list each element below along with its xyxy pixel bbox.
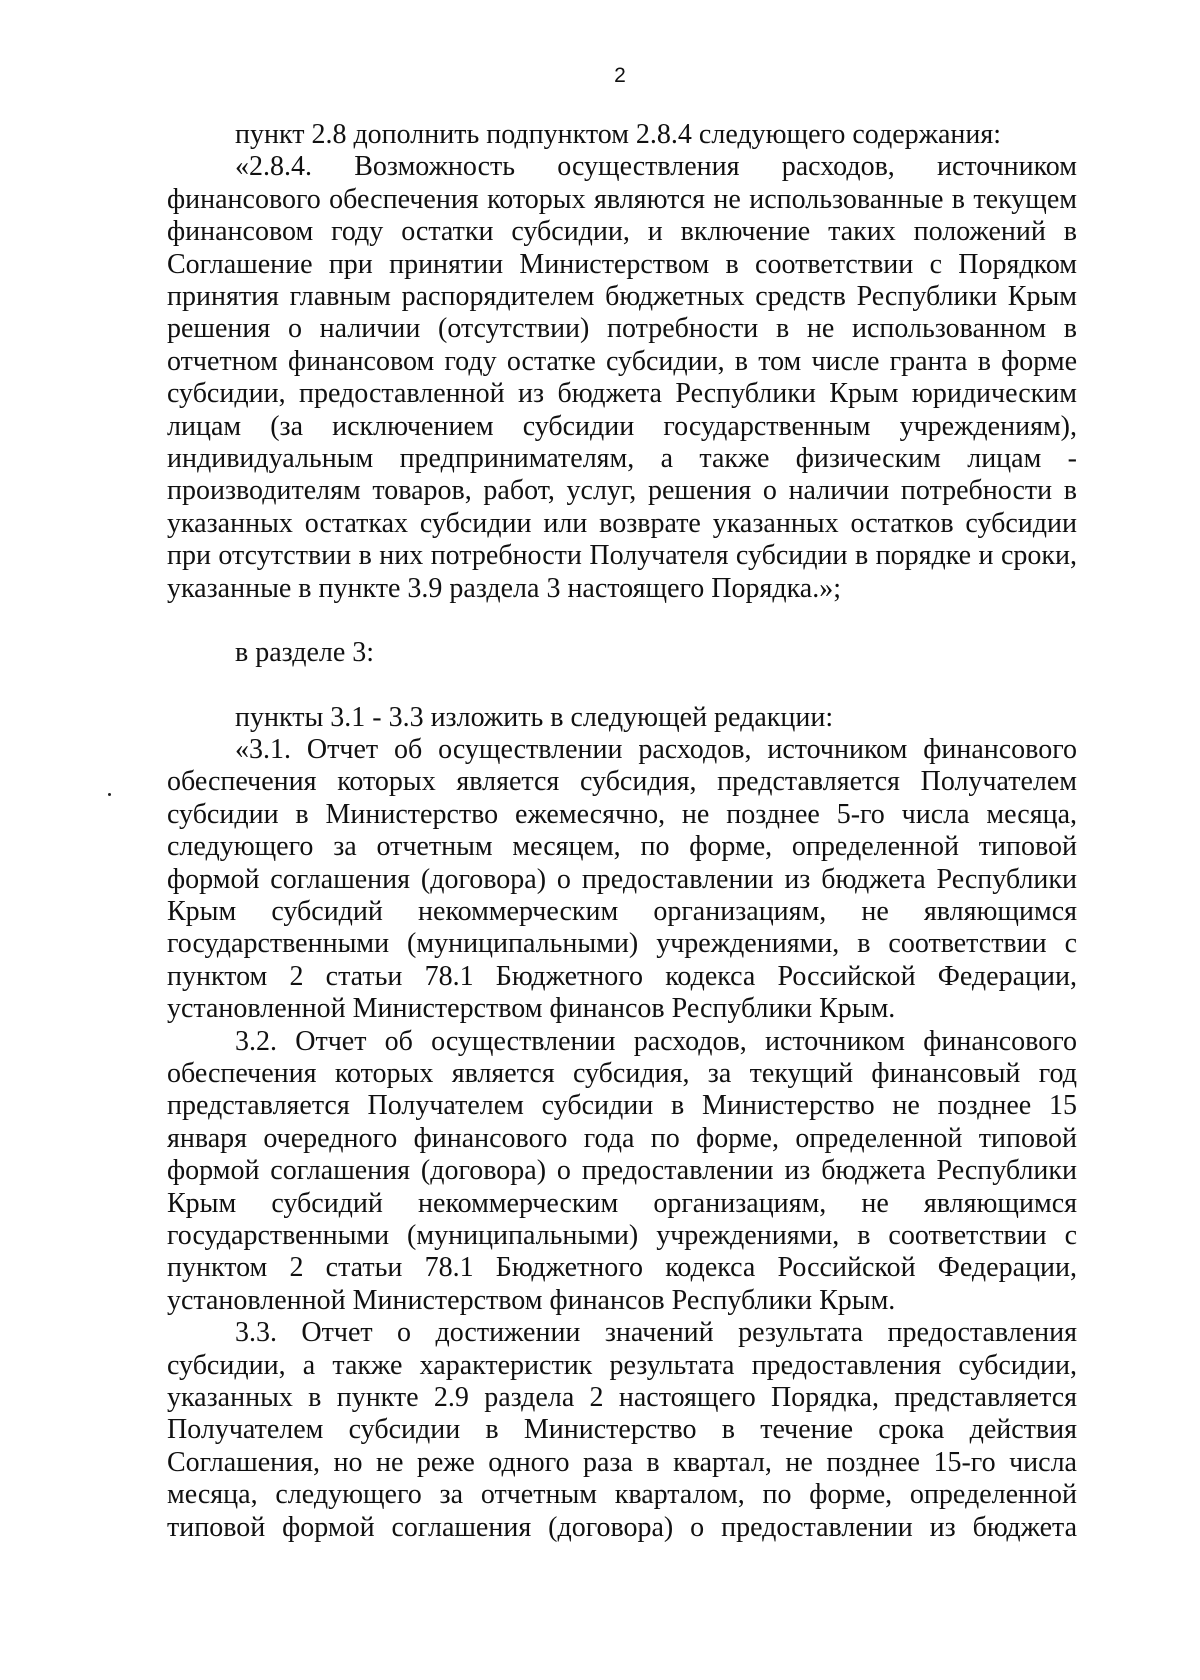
paragraph-3-2: 3.2. Отчет об осуществлении расходов, источником финансового обеспечения которых является субсидия, за текущий финансовый год представляется Получателем субсидии в Министерство не позднее 15 января очередного финансового года по форме, определенной типовой формой соглашения (договора) о предоставлении из бюджета Республики Крым субсидий некоммерческим организациям, не являющимся государственными (муниципальными) учреждениями, в соответствии с пунктом 2 статьи 78.1 Бюджетного кодекса Российской Федерации, установленной Министерством финансов Республики Крым.: [167, 1025, 1077, 1316]
paragraph-3-1: «3.1. Отчет об осуществлении расходов, источником финансового обеспечения которых является субсидия, представляется Получателем субсидии в Министерство ежемесячно, не позднее 5-го числа месяца, следующего за отчетным месяцем, по форме, определенной типовой формой соглашения (договора) о предоставлении из бюджета Республики Крым субсидий некоммерческим организациям, не являющимся государственными (муниципальными) учреждениями, в соответствии с пунктом 2 статьи 78.1 Бюджетного кодекса Российской Федерации, установленной Министерством финансов Республики Крым.: [167, 733, 1077, 1025]
paragraph-amend-2-8: пункт 2.8 дополнить подпунктом 2.8.4 следующего содержания:: [235, 119, 1002, 150]
paragraph-3-3: 3.3. Отчет о достижении значений результата предоставления субсидии, а также характеристик результата предоставления субсидии, указанных в пункте 2.9 раздела 2 настоящего Порядка, представляется Получателем субсидии в Министерство в течение срока действия Соглашения, но не реже одного раза в квартал, не позднее 15-го числа месяца, следующего за отчетным кварталом, по форме, определенной типовой формой соглашения (договора) о предоставлении из бюджета: [167, 1317, 1077, 1543]
paragraph-section-3-heading: в разделе 3:: [235, 637, 375, 669]
scan-speck: [108, 793, 111, 796]
document-body: [167, 119, 1077, 1544]
paragraph-amend-3-1-3-3: пункты 3.1 - 3.3 изложить в следующей редакции:: [235, 701, 834, 733]
page-number: 2: [614, 64, 626, 87]
paragraph-2-8-4: «2.8.4. Возможность осуществления расходов, источником финансового обеспечения которых являются не использованные в текущем финансовом году остатки субсидии, и включение таких положений в Соглашение при принятии Министерством в соответствии с Порядком принятия главным распорядителем бюджетных средств Республики Крым решения о наличии (отсутствии) потребности в не использованном в отчетном финансовом году остатке субсидии, в том числе гранта в форме субсидии, предоставленной из бюджета Республики Крым юридическим лицам (за исключением субсидии государственным учреждениям), индивидуальным предпринимателям, а также физическим лицам - производителям товаров, работ, услуг, решения о наличии потребности в указанных остатках субсидии или возврате указанных остатков субсидии при отсутствии в них потребности Получателя субсидии в порядке и сроки, указанные в пункте 3.9 раздела 3 настоящего Порядка.»;: [167, 151, 1077, 604]
